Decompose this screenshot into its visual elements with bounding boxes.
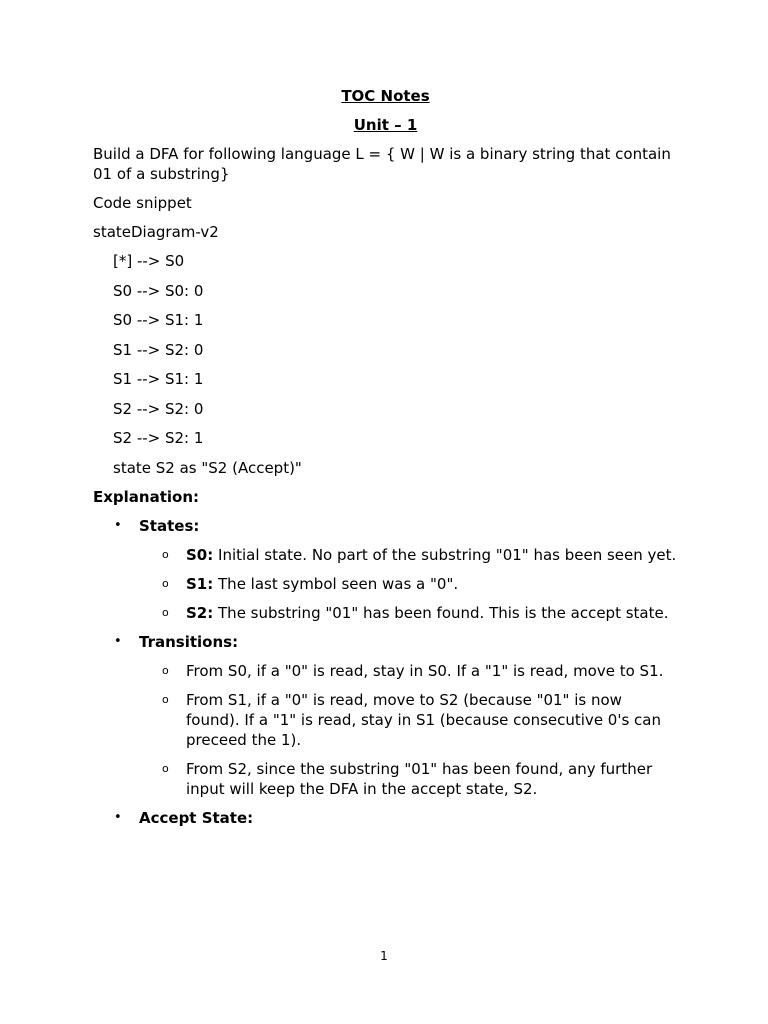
state-label: S1: [186,575,214,593]
bullet-icon: • [114,518,122,533]
sub-bullet-icon: o [162,762,169,775]
code-line: S0 --> S1: 1 [113,311,204,329]
transitions-heading: Transitions: [139,633,239,651]
transitions-list [139,661,678,799]
explanation-heading: Explanation: [93,488,200,506]
list-item [139,661,678,681]
list-item-states [93,516,678,623]
sub-bullet-icon: o [162,606,169,619]
document-page [93,86,678,837]
sub-bullet-icon: o [162,548,169,561]
code-label: Code snippet [93,194,192,212]
state-label: S0: [186,546,214,564]
doc-subtitle: Unit – 1 [353,116,418,134]
transition-text: From S1, if a "0" is read, move to S2 (because "01" is now found). If a "1" is read, stay in S1 (because consecutive 0's can preceed the 1). [186,691,662,749]
states-list [139,545,678,623]
list-item [139,759,678,799]
code-line: S1 --> S2: 0 [113,340,204,359]
accept-heading: Accept State: [139,809,254,827]
list-item [139,690,678,750]
states-heading: States: [139,517,200,535]
code-line: state S2 as "S2 (Accept)" [113,458,302,477]
explanation-list [93,516,678,828]
bullet-icon: • [114,634,122,649]
sub-bullet-icon: o [162,664,169,677]
list-item [139,545,678,565]
state-description: Initial state. No part of the substring "01" has been seen yet. [213,546,677,564]
code-line: S2 --> S2: 1 [113,429,204,447]
code-block [113,251,678,478]
code-line: [*] --> S0 [113,252,185,270]
sub-bullet-icon: o [162,577,169,590]
code-type: stateDiagram-v2 [93,223,219,241]
code-line: S0 --> S0: 0 [113,281,204,300]
list-item [139,574,678,594]
list-item-transitions [93,632,678,799]
page-number: 1 [380,949,388,963]
transition-text: From S2, since the substring "01" has been found, any further input will keep the DFA in the accept state, S2. [186,760,653,798]
list-item [139,603,678,623]
state-description: The substring "01" has been found. This is the accept state. [213,604,669,622]
list-item-accept [93,808,678,828]
intro-paragraph: Build a DFA for following language L = { W | W is a binary string that contain 01 of a substring} [93,145,671,183]
state-description: The last symbol seen was a "0". [213,575,459,593]
bullet-icon: • [114,810,122,825]
code-line: S2 --> S2: 0 [113,399,204,418]
sub-bullet-icon: o [162,693,169,706]
state-label: S2: [186,604,214,622]
transition-text: From S0, if a "0" is read, stay in S0. If a "1" is read, move to S1. [186,662,664,680]
code-line: S1 --> S1: 1 [113,370,204,388]
doc-title: TOC Notes [341,87,430,105]
